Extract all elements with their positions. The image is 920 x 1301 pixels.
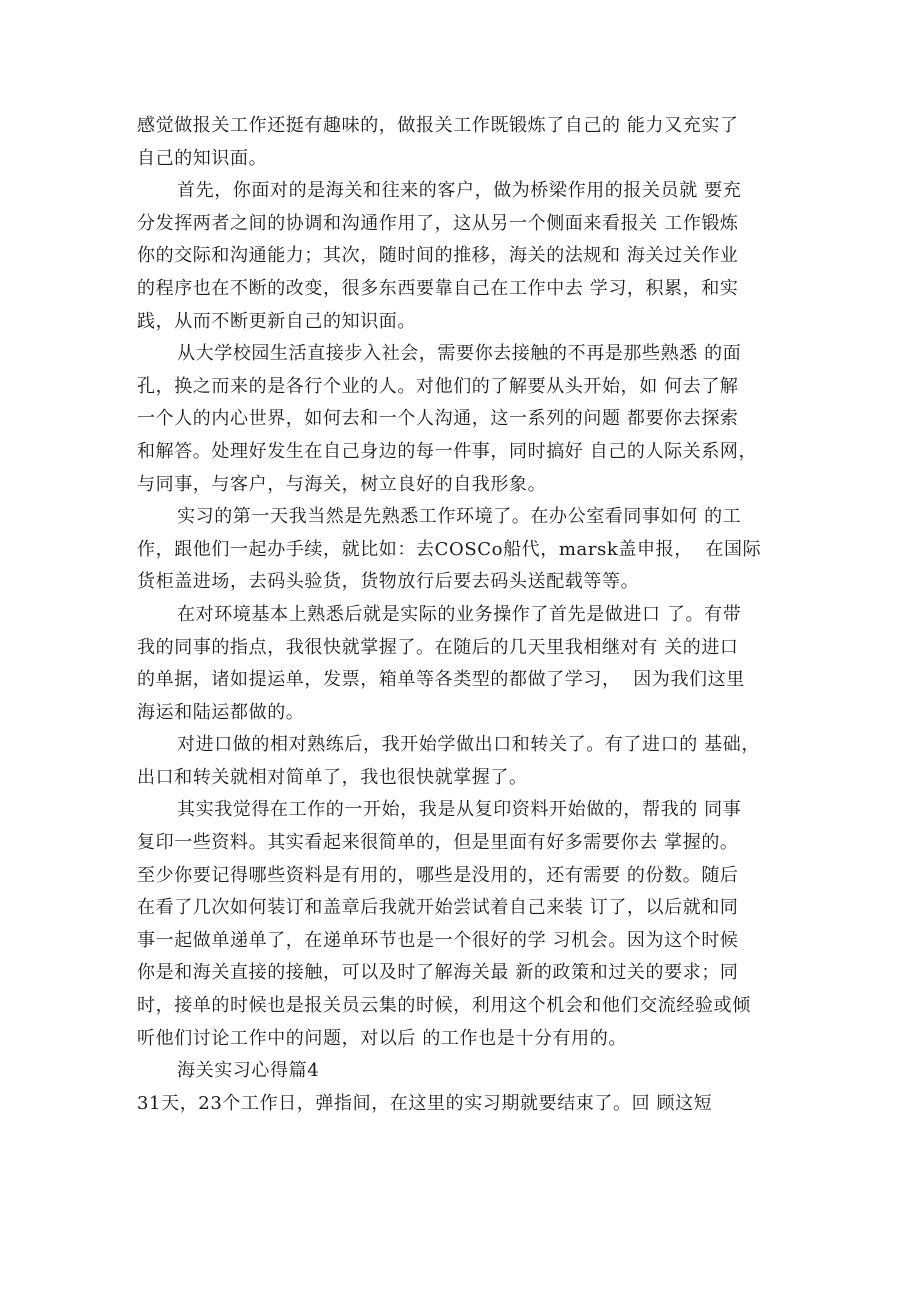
text-line: 一个人的内心世界，如何去和一个人沟通，这一系列的问题 都要你去探索 <box>137 408 739 430</box>
text-line: 事一起做单递单了，在递单环节也是一个很好的学 习机会。因为这个时候 <box>137 929 739 951</box>
text-line: 践，从而不断更新自己的知识面。 <box>137 310 416 332</box>
text-line: 听他们讨论工作中的问题，对以后 的工作也是十分有用的。 <box>137 1027 627 1049</box>
text-line: 与同事，与客户，与海关，树立良好的自我形象。 <box>137 473 547 495</box>
document-body <box>137 110 797 1120</box>
text-line: 你是和海关直接的接触，可以及时了解海关最 新的政策和过关的要求；同 <box>137 962 739 984</box>
text-line: 货柜盖进场，去码头验货，货物放行后要去码头送配载等等。 <box>137 571 640 593</box>
text-line: 在看了几次如何装订和盖章后我就开始尝试着自己来装 订了，以后就和同 <box>137 897 739 919</box>
text-line: 自己的知识面。 <box>137 147 268 169</box>
paragraph-start-line: 对进口做的相对熟练后，我开始学做出口和转关了。有了进口的 基础， <box>177 734 760 756</box>
text-line: 孔，换之而来的是各行个业的人。对他们的了解要从头开始，如 何去了解 <box>137 375 739 397</box>
text-line: 时，接单的时候也是报关员云集的时候，利用这个机会和他们交流经验或倾 <box>137 995 751 1017</box>
text-line: 你的交际和沟通能力；其次，随时间的推移，海关的法规和 海关过关作业 <box>137 245 739 267</box>
section-heading: 海关实习心得篇4 <box>177 1060 320 1082</box>
paragraph-start-line: 在对环境基本上熟悉后就是实际的业务操作了首先是做进口 了。有带 <box>177 603 742 625</box>
text-line: 复印一些资料。其实看起来很简单的，但是里面有好多需要你去 掌握的。 <box>137 832 739 854</box>
text-line: 的程序也在不断的改变，很多东西要靠自己在工作中去 学习，积累，和实 <box>137 277 739 299</box>
paragraph-start-line: 从大学校园生活直接步入社会，需要你去接触的不再是那些熟悉 的面 <box>177 343 742 365</box>
text-line: 分发挥两者之间的协调和沟通作用了，这从另一个侧面来看报关 工作锻炼 <box>137 212 739 234</box>
text-line: 和解答。处理好发生在自己身边的每一件事，同时搞好 自己的人际关系网， <box>137 440 758 462</box>
text-line: 出口和转关就相对简单了，我也很快就掌握了。 <box>137 766 528 788</box>
text-line: 感觉做报关工作还挺有趣味的，做报关工作既锻炼了自己的 能力又充实了 <box>137 115 739 136</box>
text-line: 的单据，诸如提运单，发票，箱单等各类型的都做了学习， 因为我们这里 <box>137 669 745 691</box>
text-line: 31天，23个工作日，弹指间，在这里的实习期就要结束了。回 顾这短 <box>137 1092 713 1114</box>
paragraph-start-line: 实习的第一天我当然是先熟悉工作环境了。在办公室看同事如何 的工 <box>177 506 742 528</box>
text-line: 我的同事的指点，我很快就掌握了。在随后的几天里我相继对有 关的进口 <box>137 636 739 658</box>
paragraph-start-line: 其实我觉得在工作的一开始，我是从复印资料开始做的，帮我的 同事 <box>177 799 742 821</box>
paragraph-start-line: 首先，你面对的是海关和往来的客户，做为桥梁作用的报关员就 要充 <box>177 180 742 202</box>
text-line: 至少你要记得哪些资料是有用的，哪些是没用的，还有需要 的份数。随后 <box>137 864 739 886</box>
text-line: 作，跟他们一起办手续，就比如：去COSCo船代，marsk盖申报， 在国际 <box>137 538 762 560</box>
text-line: 海运和陆运都做的。 <box>137 701 305 723</box>
